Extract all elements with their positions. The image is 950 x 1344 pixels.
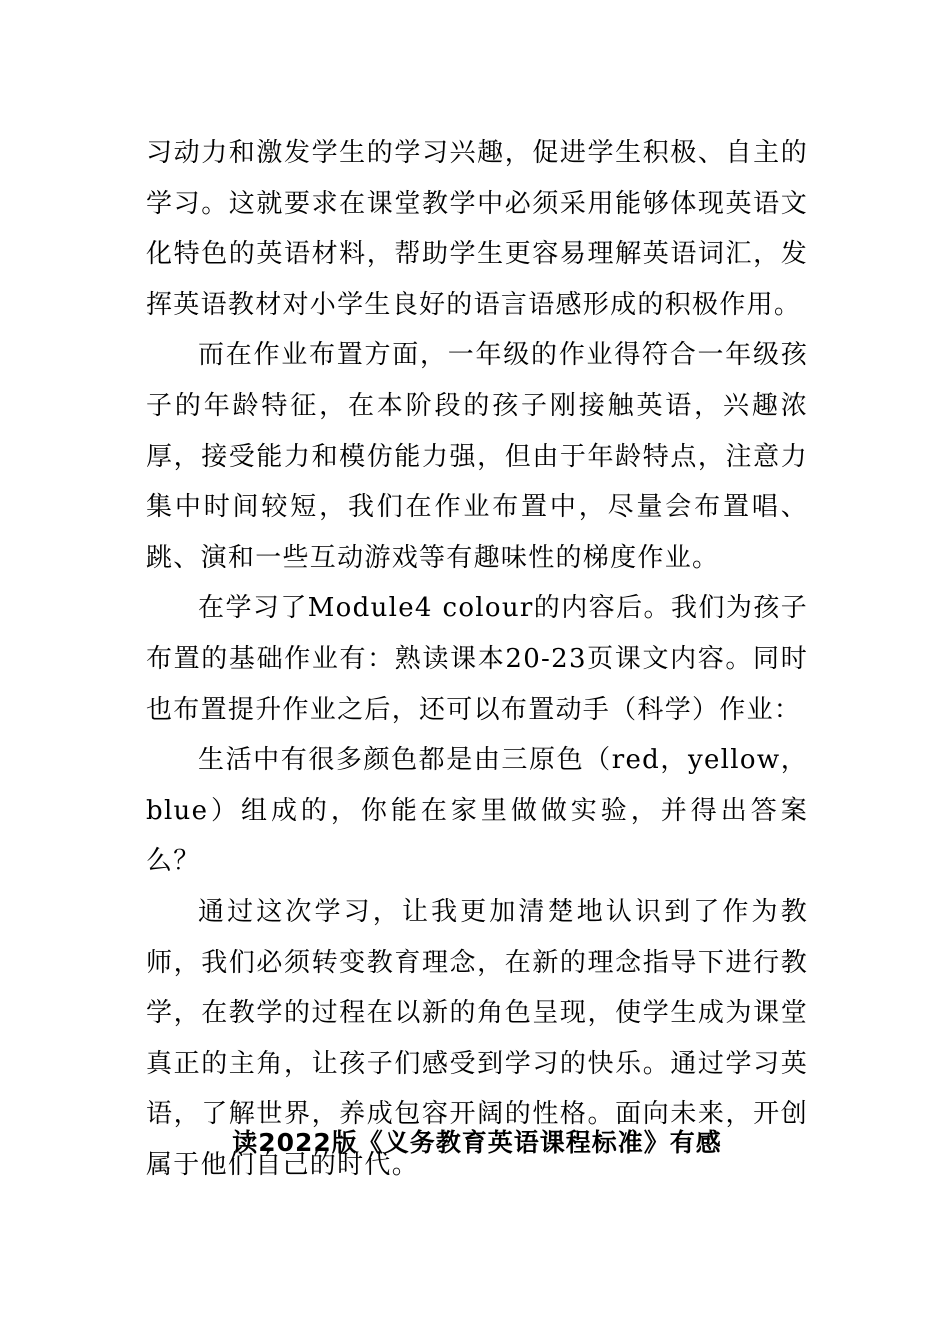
paragraph-1: 习动力和激发学生的学习兴趣，促进学生积极、自主的学习。这就要求在课堂教学中必须采用能够体现英语文化特色的英语材料，帮助学生更容易理解英语词汇，发挥英语教材对小学生良好的语言语感形成的积极作用。 bbox=[146, 138, 808, 320]
section-heading: 读2022版《义务教育英语课程标准》有感 bbox=[232, 1128, 722, 1157]
document-body bbox=[146, 128, 808, 1190]
paragraph-4: 生活中有很多颜色都是由三原色（red，yellow，blue）组成的，你能在家里做做实验，并得出答案么？ bbox=[146, 745, 808, 877]
paragraph-3: 在学习了Module4 colour的内容后。我们为孩子布置的基础作业有：熟读课本20-23页课文内容。同时也布置提升作业之后，还可以布置动手（科学）作业： bbox=[146, 593, 808, 725]
paragraph-5: 通过这次学习，让我更加清楚地认识到了作为教师，我们必须转变教育理念，在新的理念指导下进行教学，在教学的过程在以新的角色呈现，使学生成为课堂真正的主角，让孩子们感受到学习的快乐。通过学习英语，了解世界，养成包容开阔的性格。面向未来，开创属于他们自己的时代。 bbox=[146, 896, 808, 1180]
paragraph-2: 而在作业布置方面，一年级的作业得符合一年级孩子的年龄特征，在本阶段的孩子刚接触英语，兴趣浓厚，接受能力和模仿能力强，但由于年龄特点，注意力集中时间较短，我们在作业布置中，尽量会布置唱、跳、演和一些互动游戏等有趣味性的梯度作业。 bbox=[146, 340, 808, 573]
